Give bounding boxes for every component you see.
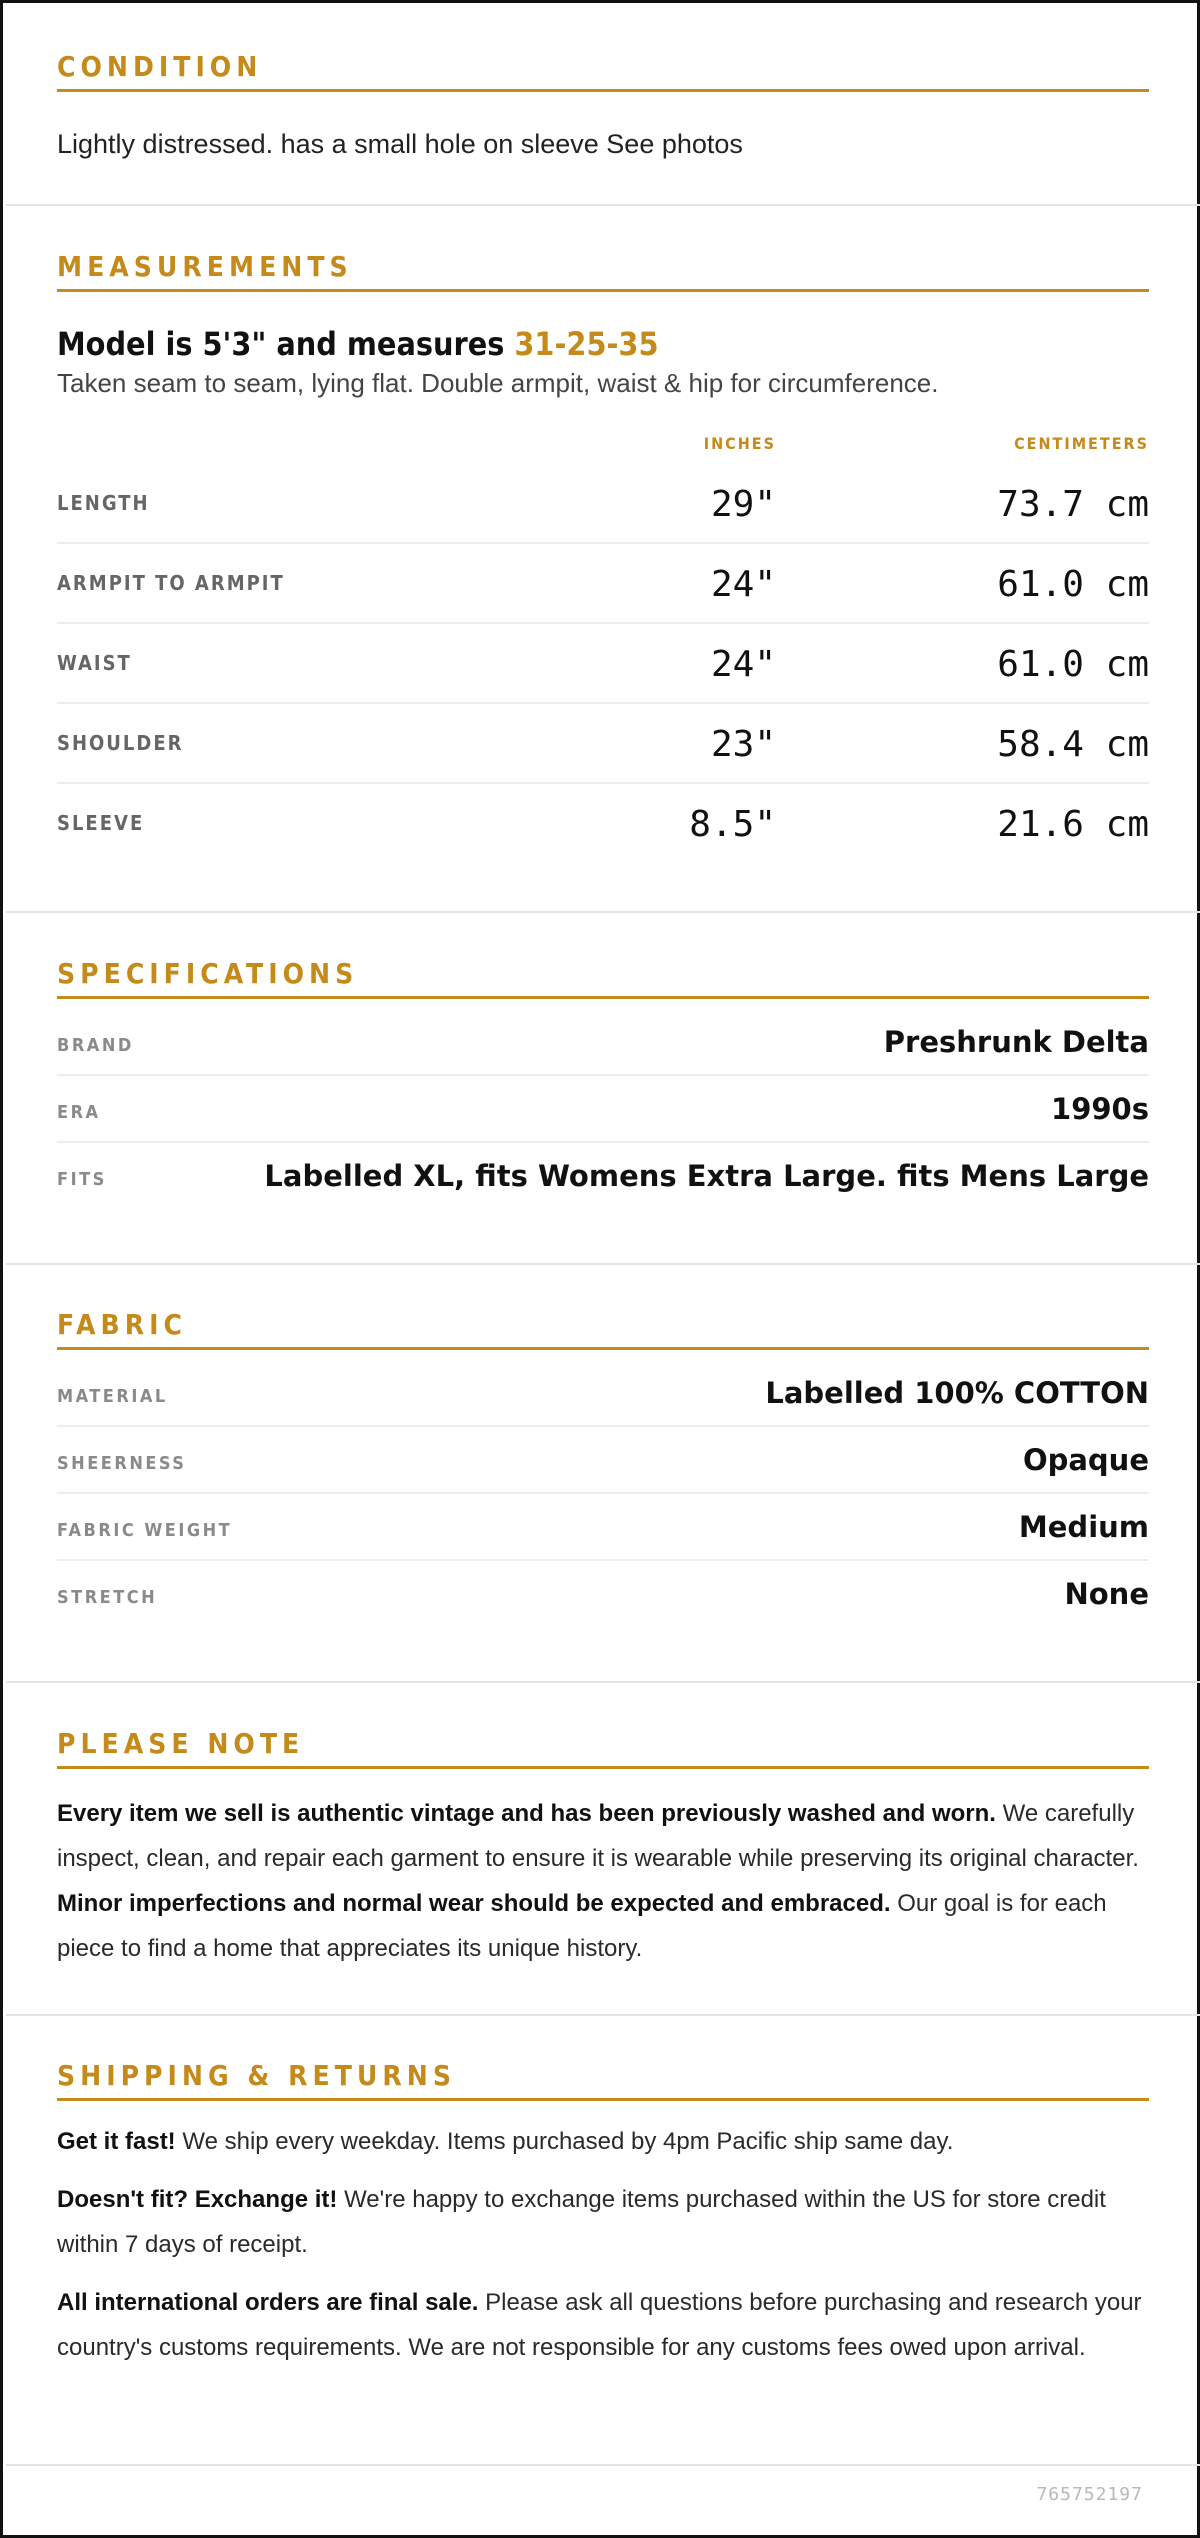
spec-key: FITS — [57, 1169, 107, 1190]
condition-heading: CONDITION — [57, 50, 263, 83]
shipping-p1-bold: Get it fast! — [57, 2128, 176, 2155]
please-note-section — [6, 1722, 1200, 1971]
fabric-key: FABRIC WEIGHT — [57, 1520, 233, 1541]
fabric-row — [57, 1561, 1149, 1628]
shipping-paragraph-exchange — [57, 2177, 1149, 2267]
measurement-method-note: Taken seam to seam, lying flat. Double armpit, waist & hip for circumference. — [57, 368, 939, 398]
spec-key: ERA — [57, 1102, 101, 1123]
measurement-label: WAIST — [57, 651, 132, 675]
fabric-value: None — [1064, 1577, 1149, 1611]
section-divider — [6, 204, 1200, 206]
heading-rule — [57, 2098, 1149, 2101]
fabric-value: Opaque — [1022, 1443, 1149, 1477]
measurement-cm: 61.0 cm — [997, 564, 1149, 605]
condition-text: Lightly distressed. has a small hole on sleeve See photos — [57, 129, 743, 159]
fabric-list — [57, 1360, 1149, 1628]
measurement-cm: 21.6 cm — [997, 804, 1149, 845]
measurement-row — [57, 624, 1149, 704]
fabric-value: Medium — [1018, 1510, 1149, 1544]
heading-rule — [57, 996, 1149, 999]
fabric-section — [6, 1303, 1200, 1628]
fabric-key: STRETCH — [57, 1587, 158, 1608]
model-measures-value: 31-25-35 — [514, 325, 659, 363]
measurement-inches: 29" — [710, 484, 776, 525]
measurement-row — [57, 784, 1149, 864]
shipping-returns-heading: SHIPPING & RETURNS — [57, 2059, 456, 2092]
measurements-table-header — [57, 424, 1149, 464]
section-divider — [6, 2014, 1200, 2016]
measurement-row — [57, 464, 1149, 544]
shipping-p3-text: Please ask all questions before purchasing and research your country's customs requirements. We are not responsible for any customs fees owed upon arrival. — [57, 2289, 1142, 2361]
measurement-label: ARMPIT TO ARMPIT — [57, 571, 285, 595]
model-measurements — [57, 324, 1149, 364]
heading-rule — [57, 1766, 1149, 1769]
measurements-table — [57, 464, 1149, 864]
spec-value: 1990s — [1051, 1092, 1149, 1126]
spec-row — [57, 1076, 1149, 1143]
spec-value: Labelled XL, fits Womens Extra Large. fits Mens Large — [264, 1159, 1149, 1193]
inches-column-header: INCHES — [703, 434, 776, 453]
section-divider — [6, 1263, 1200, 1265]
please-note-bold-2: Minor imperfections and normal wear should be expected and embraced. — [57, 1890, 891, 1917]
spec-row — [57, 1143, 1149, 1210]
heading-rule — [57, 289, 1149, 292]
measurement-row — [57, 704, 1149, 784]
fabric-key: SHEERNESS — [57, 1453, 187, 1474]
please-note-text-2: Our goal is for each piece to find a home that appreciates its unique history. — [57, 1890, 1107, 1962]
product-sku: 765752197 — [1036, 2484, 1143, 2505]
measurement-label: SLEEVE — [57, 811, 145, 835]
spec-value: Preshrunk Delta — [883, 1025, 1149, 1059]
fabric-row — [57, 1494, 1149, 1561]
shipping-p3-bold: All international orders are final sale. — [57, 2289, 479, 2316]
fabric-row — [57, 1360, 1149, 1427]
heading-rule — [57, 1347, 1149, 1350]
section-divider — [6, 2464, 1200, 2466]
please-note-heading: PLEASE NOTE — [57, 1727, 305, 1760]
fabric-value: Labelled 100% COTTON — [765, 1376, 1149, 1410]
specifications-section — [6, 952, 1200, 1210]
section-divider — [6, 911, 1200, 913]
measurement-inches: 23" — [710, 724, 776, 765]
heading-rule — [57, 89, 1149, 92]
measurement-row — [57, 544, 1149, 624]
measurement-cm: 58.4 cm — [997, 724, 1149, 765]
fabric-heading: FABRIC — [57, 1308, 187, 1341]
shipping-p1-text: We ship every weekday. Items purchased by 4pm Pacific ship same day. — [175, 2128, 954, 2155]
fabric-key: MATERIAL — [57, 1386, 168, 1407]
shipping-p2-bold: Doesn't fit? Exchange it! — [57, 2186, 338, 2213]
model-prefix: Model is 5'3" and measures — [57, 325, 515, 363]
measurement-label: SHOULDER — [57, 731, 184, 755]
measurement-label: LENGTH — [57, 491, 150, 515]
measurements-heading: MEASUREMENTS — [57, 250, 353, 283]
please-note-text — [57, 1791, 1149, 1971]
section-divider — [6, 1681, 1200, 1683]
spec-key: BRAND — [57, 1035, 134, 1056]
please-note-bold-1: Every item we sell is authentic vintage and has been previously washed and worn. — [57, 1800, 996, 1827]
measurement-inches: 24" — [710, 644, 776, 685]
shipping-p2-text: We're happy to exchange items purchased within the US for store credit within 7 days of receipt. — [57, 2186, 1106, 2258]
spec-row — [57, 1009, 1149, 1076]
condition-section — [6, 45, 1200, 162]
please-note-text-1: We carefully inspect, clean, and repair each garment to ensure it is wearable while preserving its original character. — [57, 1800, 1139, 1872]
specifications-heading: SPECIFICATIONS — [57, 957, 359, 990]
fabric-row — [57, 1427, 1149, 1494]
shipping-paragraph-fast — [57, 2119, 1149, 2164]
measurements-section — [6, 245, 1200, 864]
measurement-inches: 8.5" — [689, 804, 776, 845]
measurement-cm: 73.7 cm — [997, 484, 1149, 525]
centimeters-column-header: CENTIMETERS — [1014, 434, 1149, 453]
shipping-returns-section — [6, 2054, 1200, 2370]
shipping-paragraph-international — [57, 2280, 1149, 2370]
measurement-inches: 24" — [710, 564, 776, 605]
measurement-cm: 61.0 cm — [997, 644, 1149, 685]
specifications-list — [57, 1009, 1149, 1210]
